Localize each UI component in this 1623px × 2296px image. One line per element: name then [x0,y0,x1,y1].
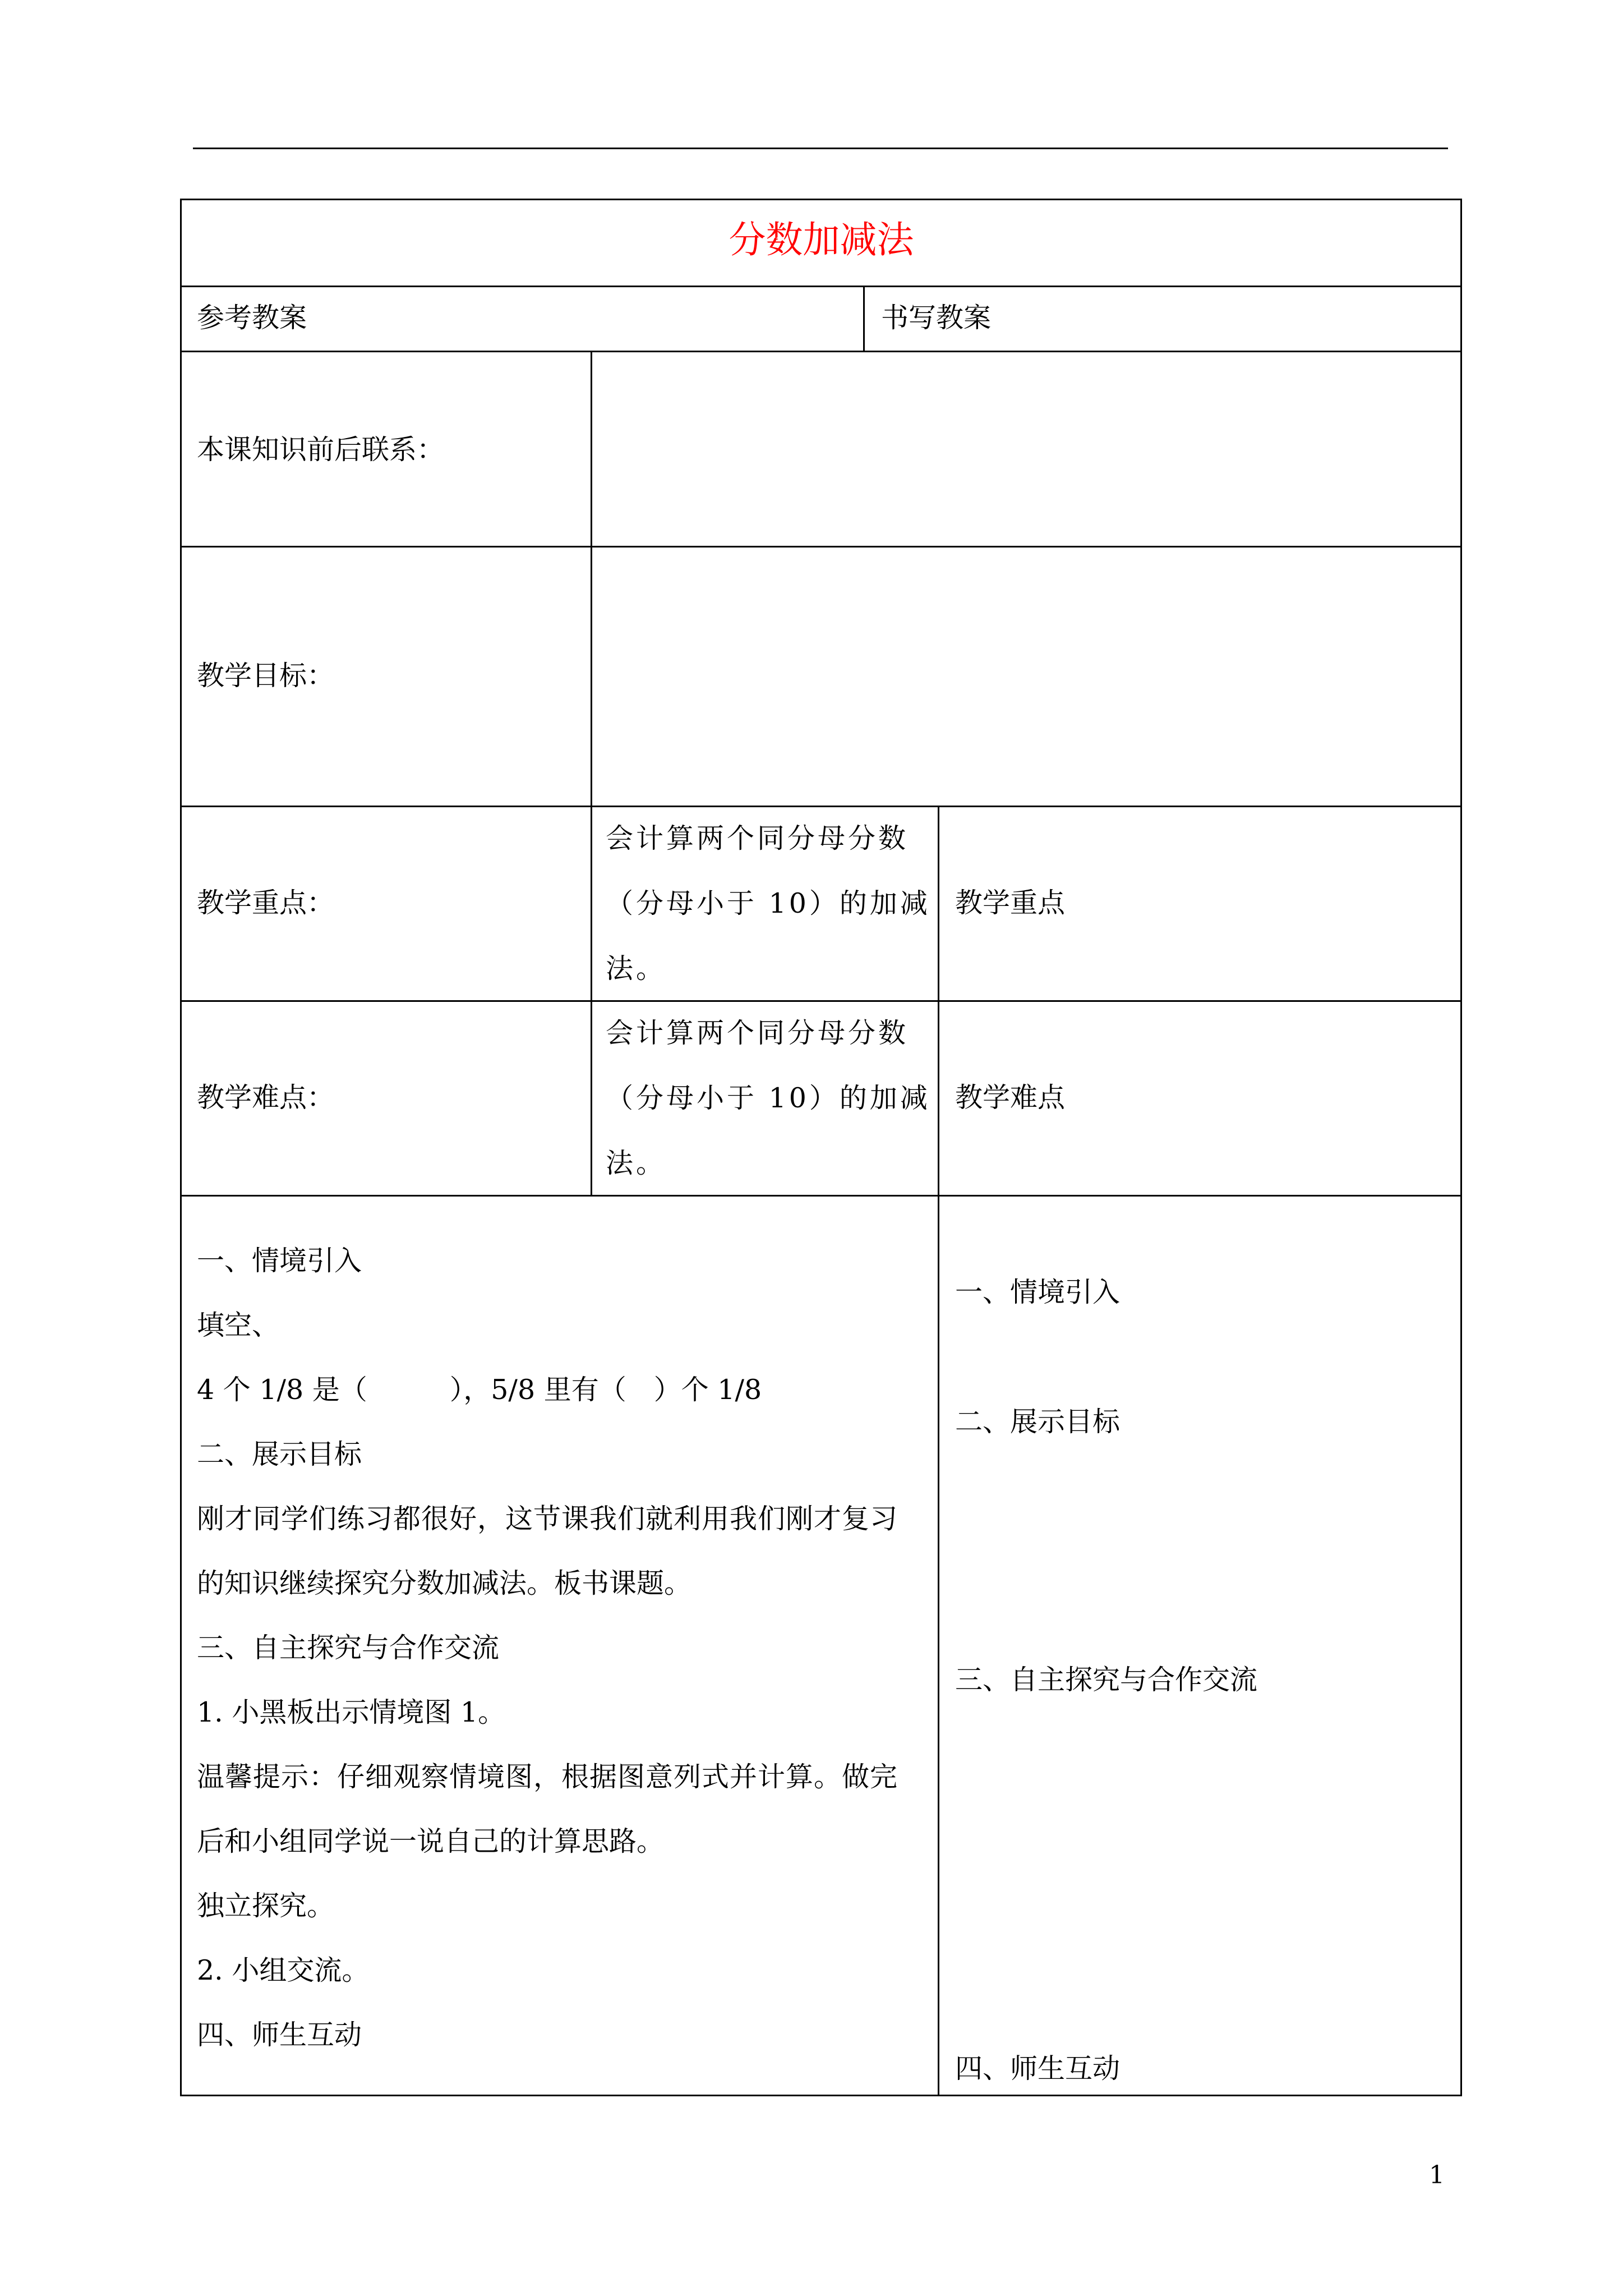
table-border-top [180,199,1462,200]
row-divider [180,286,1462,287]
header-rule [193,148,1448,149]
process-line: 的知识继续探究分数加减法。板书课题。 [197,1567,692,1599]
difficulty-line: 会计算两个同分母分数 [606,1017,909,1049]
process-line: 四、师生互动 [197,2019,362,2051]
document-title: 分数加减法 [728,218,914,261]
process-note: 四、师生互动 [955,2053,1121,2085]
key-point-line: （分母小于 10）的加减 [606,887,930,919]
difficulty-line: （分母小于 10）的加减 [606,1082,930,1114]
process-line: 1. 小黑板出示情境图 1。 [197,1696,506,1728]
label-difficulty: 教学难点： [197,1082,335,1114]
label-key-point: 教学重点： [197,887,335,919]
row-divider [180,546,1462,547]
process-line: 后和小组同学说一说自己的计算思路。 [197,1825,665,1857]
header-writing-plan: 书写教案 [881,302,992,334]
label-teaching-objective: 教学目标： [197,660,335,692]
process-line: 温馨提示：仔细观察情境图，根据图意列式并计算。做完 [197,1761,898,1793]
key-point-line: 会计算两个同分母分数 [606,822,909,854]
column-divider [863,286,865,352]
process-line: 填空、 [197,1309,280,1341]
table-border-right [1460,199,1462,2096]
process-line: 二、展示目标 [197,1438,362,1470]
process-line: 2. 小组交流。 [197,1954,370,1986]
difficulty-line: 法。 [606,1147,667,1179]
key-point-line: 法。 [606,953,667,984]
label-knowledge-connection: 本课知识前后联系： [197,434,445,466]
process-line: 三、自主探究与合作交流 [197,1632,500,1664]
process-note: 二、展示目标 [955,1406,1121,1438]
process-line: 一、情境引入 [197,1245,362,1277]
difficulty-content [606,1001,930,1196]
key-point-content [606,806,930,1001]
column-divider [591,351,592,1197]
process-note: 三、自主探究与合作交流 [955,1664,1258,1696]
table-border-left [180,199,182,2096]
page-number: 1 [1429,2161,1445,2189]
process-line: 刚才同学们练习都很好，这节课我们就利用我们刚才复习 [197,1503,898,1535]
process-note: 一、情境引入 [955,1276,1121,1308]
difficulty-note: 教学难点 [955,1082,1066,1114]
process-line: 独立探究。 [197,1890,335,1922]
column-divider [938,806,939,2096]
row-divider [180,351,1462,352]
header-reference-plan: 参考教案 [197,302,307,334]
table-border-bottom [180,2095,1462,2096]
process-line: 4 个 1/8 是（ ），5/8 里有（ ）个 1/8 [197,1374,762,1406]
key-point-note: 教学重点 [955,887,1066,919]
